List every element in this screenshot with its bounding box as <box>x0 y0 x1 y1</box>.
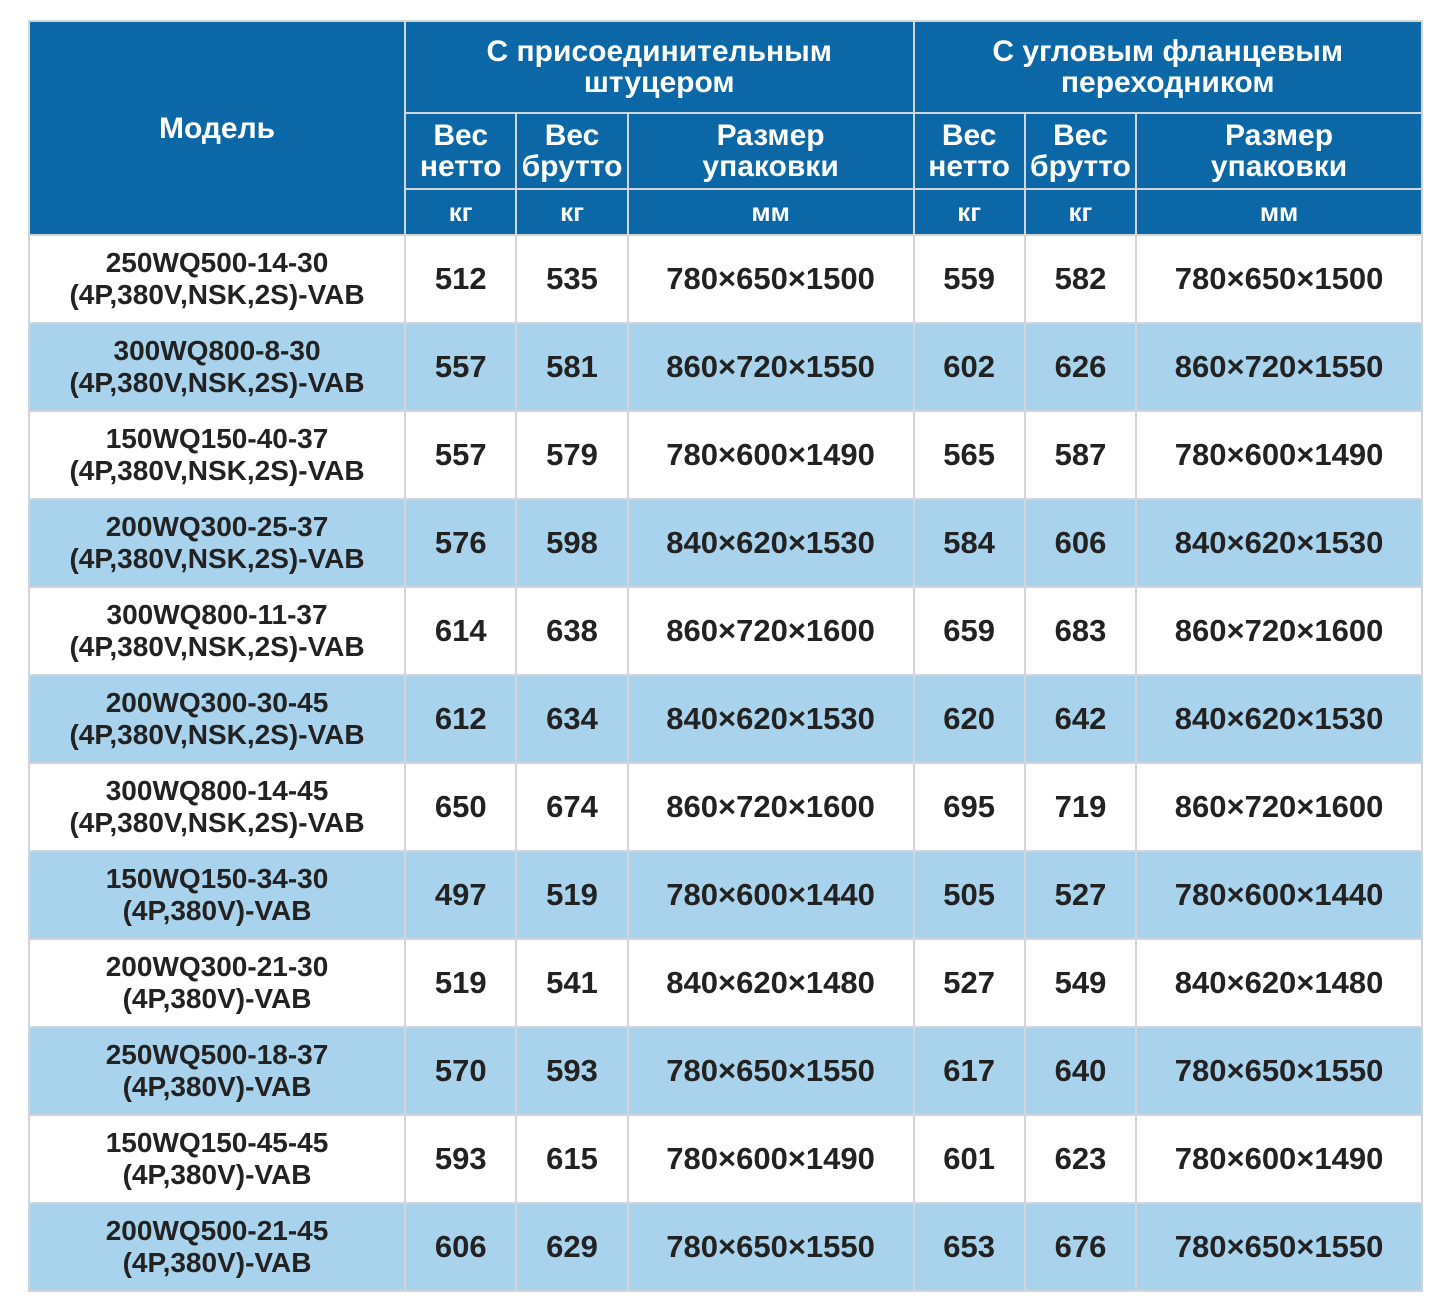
header-group-flange-line2: переходником <box>1060 66 1275 99</box>
cell-flange-pack-size: 780×600×1490 <box>1136 411 1422 499</box>
table-header <box>29 21 1422 235</box>
cell-fitting-gross-weight: 535 <box>516 235 627 323</box>
pump-weight-table <box>28 20 1423 1292</box>
cell-flange-pack-size: 780×650×1550 <box>1136 1203 1422 1291</box>
model-line: 200WQ300-21-30 <box>105 951 329 982</box>
cell-flange-net-weight: 659 <box>914 587 1025 675</box>
cell-fitting-pack-size: 840×620×1530 <box>628 675 914 763</box>
model-line: (4P,380V,NSK,2S)-VAB <box>69 631 365 662</box>
cell-fitting-gross-weight: 638 <box>516 587 627 675</box>
cell-flange-pack-size: 860×720×1600 <box>1136 763 1422 851</box>
table-row <box>29 1115 1422 1203</box>
cell-fitting-gross-weight: 519 <box>516 851 627 939</box>
unit-kg: кг <box>516 189 627 235</box>
header-fitting-net-weight <box>405 113 516 189</box>
cell-fitting-pack-size: 840×620×1480 <box>628 939 914 1027</box>
cell-fitting-net-weight: 576 <box>405 499 516 587</box>
header-group-flange <box>914 21 1423 113</box>
cell-flange-gross-weight: 606 <box>1025 499 1136 587</box>
cell-flange-gross-weight: 640 <box>1025 1027 1136 1115</box>
cell-fitting-pack-size: 860×720×1600 <box>628 587 914 675</box>
header-label-line1: Размер <box>1225 119 1334 152</box>
table-row <box>29 323 1422 411</box>
cell-fitting-net-weight: 593 <box>405 1115 516 1203</box>
unit-mm: мм <box>628 189 914 235</box>
cell-flange-gross-weight: 626 <box>1025 323 1136 411</box>
cell-flange-pack-size: 860×720×1600 <box>1136 587 1422 675</box>
cell-model <box>29 323 405 411</box>
cell-model <box>29 235 405 323</box>
unit-kg: кг <box>914 189 1025 235</box>
cell-fitting-net-weight: 614 <box>405 587 516 675</box>
cell-fitting-gross-weight: 615 <box>516 1115 627 1203</box>
model-line: 150WQ150-34-30 <box>105 863 329 894</box>
model-line: 300WQ800-8-30 <box>113 335 321 366</box>
cell-flange-pack-size: 840×620×1480 <box>1136 939 1422 1027</box>
cell-fitting-gross-weight: 541 <box>516 939 627 1027</box>
header-label-line2: брутто <box>521 150 623 183</box>
model-line: (4P,380V,NSK,2S)-VAB <box>69 455 365 486</box>
header-fitting-pack-size <box>628 113 914 189</box>
header-fitting-gross-weight <box>516 113 627 189</box>
header-label-line1: Вес <box>433 119 489 152</box>
table-row <box>29 939 1422 1027</box>
header-model: Модель <box>29 21 405 235</box>
cell-flange-net-weight: 620 <box>914 675 1025 763</box>
cell-fitting-pack-size: 860×720×1550 <box>628 323 914 411</box>
cell-fitting-gross-weight: 674 <box>516 763 627 851</box>
cell-fitting-net-weight: 557 <box>405 411 516 499</box>
header-group-flange-line1: С угловым фланцевым <box>992 35 1344 68</box>
cell-model <box>29 675 405 763</box>
cell-flange-net-weight: 695 <box>914 763 1025 851</box>
cell-fitting-pack-size: 780×600×1490 <box>628 1115 914 1203</box>
model-line: (4P,380V)-VAB <box>122 1159 312 1190</box>
cell-flange-gross-weight: 642 <box>1025 675 1136 763</box>
model-line: (4P,380V)-VAB <box>122 1071 312 1102</box>
table-row <box>29 499 1422 587</box>
table-body <box>29 235 1422 1291</box>
cell-flange-gross-weight: 549 <box>1025 939 1136 1027</box>
header-flange-gross-weight <box>1025 113 1136 189</box>
unit-mm: мм <box>1136 189 1422 235</box>
cell-fitting-pack-size: 780×650×1550 <box>628 1027 914 1115</box>
cell-fitting-gross-weight: 579 <box>516 411 627 499</box>
cell-model <box>29 411 405 499</box>
cell-flange-gross-weight: 683 <box>1025 587 1136 675</box>
cell-flange-net-weight: 602 <box>914 323 1025 411</box>
header-label-line1: Вес <box>1053 119 1108 152</box>
header-label-line1: Размер <box>716 119 825 152</box>
model-line: 250WQ500-18-37 <box>105 1039 329 1070</box>
cell-flange-pack-size: 780×650×1500 <box>1136 235 1422 323</box>
cell-flange-gross-weight: 527 <box>1025 851 1136 939</box>
cell-model <box>29 1115 405 1203</box>
cell-flange-net-weight: 653 <box>914 1203 1025 1291</box>
model-line: 200WQ300-30-45 <box>105 687 329 718</box>
model-line: (4P,380V,NSK,2S)-VAB <box>69 807 365 838</box>
cell-fitting-net-weight: 497 <box>405 851 516 939</box>
model-line: 200WQ500-21-45 <box>105 1215 329 1246</box>
model-line: 200WQ300-25-37 <box>105 511 329 542</box>
cell-flange-gross-weight: 676 <box>1025 1203 1136 1291</box>
unit-kg: кг <box>1025 189 1136 235</box>
cell-flange-pack-size: 840×620×1530 <box>1136 499 1422 587</box>
header-group-fitting-line2: штуцером <box>583 66 735 99</box>
cell-flange-pack-size: 780×650×1550 <box>1136 1027 1422 1115</box>
cell-flange-net-weight: 601 <box>914 1115 1025 1203</box>
cell-model <box>29 1203 405 1291</box>
table-row <box>29 763 1422 851</box>
cell-fitting-net-weight: 512 <box>405 235 516 323</box>
cell-fitting-pack-size: 780×650×1500 <box>628 235 914 323</box>
table-row <box>29 587 1422 675</box>
cell-flange-pack-size: 860×720×1550 <box>1136 323 1422 411</box>
header-label-line2: брутто <box>1030 150 1131 183</box>
cell-flange-pack-size: 780×600×1440 <box>1136 851 1422 939</box>
cell-flange-net-weight: 559 <box>914 235 1025 323</box>
cell-fitting-pack-size: 780×600×1440 <box>628 851 914 939</box>
cell-flange-gross-weight: 582 <box>1025 235 1136 323</box>
model-line: (4P,380V)-VAB <box>122 895 312 926</box>
cell-flange-pack-size: 840×620×1530 <box>1136 675 1422 763</box>
table-row <box>29 675 1422 763</box>
cell-flange-gross-weight: 623 <box>1025 1115 1136 1203</box>
cell-fitting-pack-size: 780×600×1490 <box>628 411 914 499</box>
header-label-line1: Вес <box>544 119 600 152</box>
model-line: (4P,380V,NSK,2S)-VAB <box>69 279 365 310</box>
model-line: 150WQ150-45-45 <box>105 1127 329 1158</box>
model-line: (4P,380V,NSK,2S)-VAB <box>69 543 365 574</box>
cell-flange-gross-weight: 587 <box>1025 411 1136 499</box>
model-line: 300WQ800-11-37 <box>106 599 328 630</box>
table-row <box>29 1027 1422 1115</box>
cell-flange-net-weight: 565 <box>914 411 1025 499</box>
cell-fitting-gross-weight: 634 <box>516 675 627 763</box>
cell-fitting-pack-size: 780×650×1550 <box>628 1203 914 1291</box>
header-label-line2: упаковки <box>702 150 839 183</box>
cell-fitting-net-weight: 606 <box>405 1203 516 1291</box>
spec-table-container <box>28 20 1423 1292</box>
cell-flange-pack-size: 780×600×1490 <box>1136 1115 1422 1203</box>
header-label-line1: Вес <box>941 119 997 152</box>
cell-flange-net-weight: 527 <box>914 939 1025 1027</box>
cell-model <box>29 851 405 939</box>
header-label-line2: упаковки <box>1210 150 1348 183</box>
cell-model <box>29 499 405 587</box>
cell-fitting-net-weight: 650 <box>405 763 516 851</box>
cell-flange-net-weight: 505 <box>914 851 1025 939</box>
header-group-fitting-line1: С присоединительным <box>486 35 832 68</box>
cell-flange-gross-weight: 719 <box>1025 763 1136 851</box>
table-row <box>29 1203 1422 1291</box>
model-line: (4P,380V)-VAB <box>122 1247 312 1278</box>
table-row <box>29 411 1422 499</box>
cell-fitting-gross-weight: 593 <box>516 1027 627 1115</box>
cell-fitting-net-weight: 612 <box>405 675 516 763</box>
header-label-line2: нетто <box>928 150 1011 183</box>
cell-fitting-gross-weight: 581 <box>516 323 627 411</box>
cell-model <box>29 763 405 851</box>
cell-model <box>29 587 405 675</box>
header-label-line2: нетто <box>419 150 502 183</box>
unit-kg: кг <box>405 189 516 235</box>
cell-fitting-pack-size: 860×720×1600 <box>628 763 914 851</box>
cell-model <box>29 1027 405 1115</box>
model-line: (4P,380V)-VAB <box>122 983 312 1014</box>
cell-flange-net-weight: 584 <box>914 499 1025 587</box>
cell-flange-net-weight: 617 <box>914 1027 1025 1115</box>
table-row <box>29 235 1422 323</box>
cell-fitting-net-weight: 519 <box>405 939 516 1027</box>
table-row <box>29 851 1422 939</box>
cell-fitting-pack-size: 840×620×1530 <box>628 499 914 587</box>
model-line: 250WQ500-14-30 <box>105 247 329 278</box>
cell-fitting-net-weight: 570 <box>405 1027 516 1115</box>
cell-model <box>29 939 405 1027</box>
cell-fitting-gross-weight: 629 <box>516 1203 627 1291</box>
model-line: 300WQ800-14-45 <box>105 775 329 806</box>
cell-fitting-gross-weight: 598 <box>516 499 627 587</box>
header-flange-net-weight <box>914 113 1025 189</box>
cell-fitting-net-weight: 557 <box>405 323 516 411</box>
header-group-fitting <box>405 21 913 113</box>
model-line: (4P,380V,NSK,2S)-VAB <box>69 367 365 398</box>
model-line: 150WQ150-40-37 <box>105 423 329 454</box>
header-flange-pack-size <box>1136 113 1422 189</box>
model-line: (4P,380V,NSK,2S)-VAB <box>69 719 365 750</box>
